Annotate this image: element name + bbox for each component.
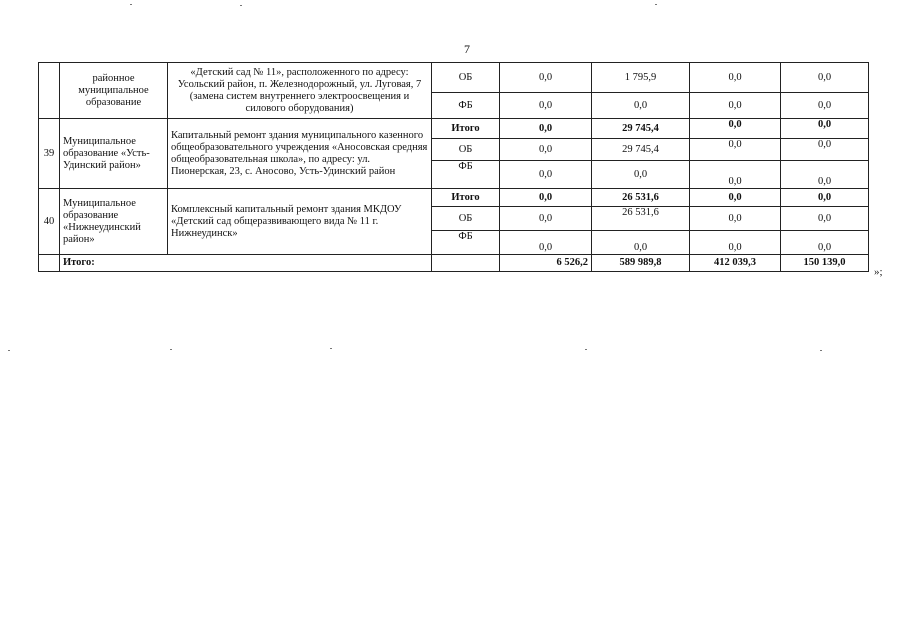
source-cell: ОБ xyxy=(432,63,500,93)
scan-speck xyxy=(820,350,822,351)
table-row xyxy=(39,63,869,93)
value-cell: 150 139,0 xyxy=(781,255,869,272)
value-cell: 6 526,2 xyxy=(500,255,592,272)
value-cell: 29 745,4 xyxy=(592,119,690,139)
source-cell: ОБ xyxy=(432,139,500,161)
value-cell: 0,0 xyxy=(500,207,592,231)
source-cell: ФБ xyxy=(432,93,500,119)
financing-table xyxy=(38,62,869,272)
value-cell: 29 745,4 xyxy=(592,139,690,161)
scan-speck xyxy=(8,350,10,351)
scan-speck xyxy=(585,349,587,350)
value-cell: 0,0 xyxy=(781,63,869,93)
value-cell: 0,0 xyxy=(690,189,781,207)
value-cell: 0,0 xyxy=(781,207,869,231)
scan-speck xyxy=(655,4,657,5)
value-cell: 0,0 xyxy=(592,161,690,189)
municipality-cell: районное муниципальное образование xyxy=(60,63,168,119)
value-cell: 0,0 xyxy=(781,93,869,119)
row-number-cell xyxy=(39,255,60,272)
value-cell: 0,0 xyxy=(781,161,869,189)
value-cell: 0,0 xyxy=(500,139,592,161)
value-cell: 1 795,9 xyxy=(592,63,690,93)
value-cell: 0,0 xyxy=(690,231,781,255)
value-cell: 0,0 xyxy=(500,63,592,93)
value-cell: 0,0 xyxy=(690,207,781,231)
scan-speck xyxy=(330,348,332,349)
value-cell: 0,0 xyxy=(592,231,690,255)
source-cell: Итого xyxy=(432,119,500,139)
municipality-cell: Муниципальное образование «Нижнеудинский район» xyxy=(60,189,168,255)
grand-total-label: Итого: xyxy=(60,255,432,272)
source-cell: ОБ xyxy=(432,207,500,231)
value-cell: 0,0 xyxy=(690,119,781,139)
source-cell: ФБ xyxy=(432,231,500,255)
value-cell: 26 531,6 xyxy=(592,207,690,231)
value-cell: 0,0 xyxy=(500,119,592,139)
value-cell: 0,0 xyxy=(781,189,869,207)
source-cell: Итого xyxy=(432,189,500,207)
source-cell: ФБ xyxy=(432,161,500,189)
grand-total-row xyxy=(39,255,869,272)
row-number-cell: 39 xyxy=(39,119,60,189)
scan-speck xyxy=(130,4,132,5)
value-cell: 589 989,8 xyxy=(592,255,690,272)
municipality-cell: Муниципальное образование «Усть-Удинский район» xyxy=(60,119,168,189)
table-row xyxy=(39,119,869,139)
value-cell: 0,0 xyxy=(500,93,592,119)
value-cell: 0,0 xyxy=(500,189,592,207)
object-cell: «Детский сад № 11», расположенного по адресу: Усольский район, п. Железнодорожный, ул. Луговая, 7 (замена систем внутреннего электроосвещения и силового оборудования) xyxy=(168,63,432,119)
value-cell: 0,0 xyxy=(500,161,592,189)
value-cell: 26 531,6 xyxy=(592,189,690,207)
closing-quote-mark: »; xyxy=(874,266,883,278)
scan-speck xyxy=(170,349,172,350)
scan-speck xyxy=(240,5,242,6)
value-cell: 0,0 xyxy=(781,139,869,161)
value-cell: 0,0 xyxy=(690,139,781,161)
value-cell: 0,0 xyxy=(592,93,690,119)
value-cell: 0,0 xyxy=(781,119,869,139)
object-cell: Комплексный капитальный ремонт здания МКДОУ «Детский сад общеразвивающего вида № 11 г. Нижнеудинск» xyxy=(168,189,432,255)
value-cell: 0,0 xyxy=(690,63,781,93)
page-number: 7 xyxy=(464,42,470,56)
value-cell: 0,0 xyxy=(690,93,781,119)
value-cell: 412 039,3 xyxy=(690,255,781,272)
row-number-cell xyxy=(39,63,60,119)
value-cell: 0,0 xyxy=(690,161,781,189)
value-cell: 0,0 xyxy=(781,231,869,255)
source-cell xyxy=(432,255,500,272)
object-cell: Капитальный ремонт здания муниципального казенного общеобразовательного учреждения «Аносовская средняя общеобразовательная школа», по адресу: ул. Пионерская, 23, с. Аносово, Усть-Удинский район xyxy=(168,119,432,189)
table-row xyxy=(39,189,869,207)
row-number-cell: 40 xyxy=(39,189,60,255)
value-cell: 0,0 xyxy=(500,231,592,255)
